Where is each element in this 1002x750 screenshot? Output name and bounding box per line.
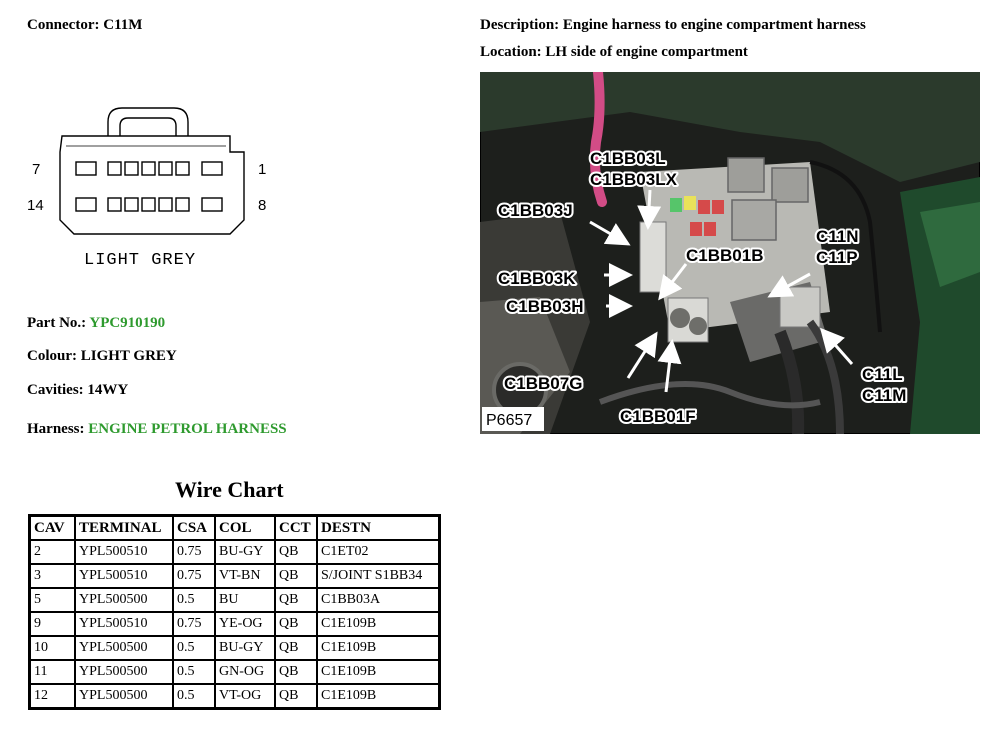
cell-col: VT-BN (215, 564, 275, 588)
table-row (30, 660, 440, 684)
description-line (480, 17, 866, 34)
table-row (30, 588, 440, 612)
cell-cct: QB (275, 684, 317, 709)
cell-cav: 2 (30, 540, 76, 564)
cell-destn: C1E109B (317, 660, 440, 684)
cell-terminal: YPL500510 (75, 564, 173, 588)
cell-destn: S/JOINT S1BB34 (317, 564, 440, 588)
header-destn: DESTN (317, 516, 440, 541)
part-number-label: Part No.: (27, 315, 87, 331)
cell-terminal: YPL500510 (75, 612, 173, 636)
cell-destn: C1E109B (317, 684, 440, 709)
table-row (30, 564, 440, 588)
cell-csa: 0.5 (173, 660, 215, 684)
description-value: Engine harness to engine compartment harness (562, 17, 866, 33)
cell-col: GN-OG (215, 660, 275, 684)
cell-cct: QB (275, 564, 317, 588)
location-line (480, 44, 748, 61)
callout-c1bb07g: C1BB07G (504, 374, 583, 393)
table-row (30, 636, 440, 660)
cell-csa: 0.75 (173, 612, 215, 636)
cell-destn: C1BB03A (317, 588, 440, 612)
wire-chart-table (28, 514, 441, 710)
cell-csa: 0.75 (173, 540, 215, 564)
connector-label: Connector: (27, 17, 100, 33)
callout-c1bb03lx: C1BB03LX (590, 170, 677, 189)
table-row (30, 612, 440, 636)
pin-number-14: 14 (27, 197, 44, 214)
header-terminal: TERMINAL (75, 516, 173, 541)
callout-c1bb03l: C1BB03L (590, 149, 666, 168)
cell-csa: 0.5 (173, 588, 215, 612)
table-row (30, 684, 440, 709)
pin-number-7: 7 (32, 161, 41, 178)
cell-cav: 11 (30, 660, 76, 684)
harness-value: ENGINE PETROL HARNESS (88, 421, 287, 437)
cell-cav: 5 (30, 588, 76, 612)
pin-number-8: 8 (258, 197, 267, 214)
cell-destn: C1E109B (317, 636, 440, 660)
connector-value: C11M (103, 17, 143, 33)
callout-c1bb03h: C1BB03H (506, 297, 584, 316)
photo-reference: P6657 (486, 412, 533, 429)
cell-terminal: YPL500500 (75, 588, 173, 612)
header-cav: CAV (30, 516, 76, 541)
callout-c11n: C11N (816, 227, 859, 246)
cell-col: BU-GY (215, 636, 275, 660)
cell-cav: 10 (30, 636, 76, 660)
cell-destn: C1E109B (317, 612, 440, 636)
connector-colour-caption: LIGHT GREY (84, 251, 197, 270)
cell-cct: QB (275, 660, 317, 684)
wire-chart-title: Wire Chart (175, 477, 284, 502)
callout-c11l: C11L (862, 365, 903, 384)
callout-c11p: C11P (816, 248, 858, 267)
cell-terminal: YPL500500 (75, 636, 173, 660)
harness-label: Harness: (27, 421, 85, 437)
callout-c11m: C11M (862, 386, 907, 405)
header-col: COL (215, 516, 275, 541)
location-photo (480, 72, 980, 434)
part-number-value: YPC910190 (89, 315, 166, 331)
callout-c1bb03j: C1BB03J (498, 201, 573, 220)
cell-cav: 3 (30, 564, 76, 588)
wire-chart-header-row (30, 516, 440, 541)
cell-cct: QB (275, 636, 317, 660)
cavities-line (27, 382, 128, 399)
cell-cav: 12 (30, 684, 76, 709)
cavity-row-bottom (76, 198, 222, 211)
location-value: LH side of engine compartment (545, 44, 748, 60)
colour-line (27, 348, 177, 365)
cell-col: VT-OG (215, 684, 275, 709)
cell-csa: 0.5 (173, 684, 215, 709)
harness-line (27, 421, 287, 438)
cell-cav: 9 (30, 612, 76, 636)
header-cct: CCT (275, 516, 317, 541)
cell-cct: QB (275, 588, 317, 612)
location-label: Location: (480, 44, 542, 60)
cell-col: BU (215, 588, 275, 612)
connector-face-diagram (22, 100, 282, 270)
cell-csa: 0.75 (173, 564, 215, 588)
cell-terminal: YPL500500 (75, 684, 173, 709)
cavity-row-top (76, 162, 222, 175)
header-csa: CSA (173, 516, 215, 541)
connector-heading (27, 17, 142, 34)
description-label: Description: (480, 17, 560, 33)
cell-col: BU-GY (215, 540, 275, 564)
cell-destn: C1ET02 (317, 540, 440, 564)
callout-c1bb01b: C1BB01B (686, 246, 764, 265)
cell-cct: QB (275, 612, 317, 636)
cell-col: YE-OG (215, 612, 275, 636)
colour-label: Colour: (27, 348, 77, 364)
colour-value: LIGHT GREY (80, 348, 177, 364)
pin-number-1: 1 (258, 161, 267, 178)
cell-terminal: YPL500510 (75, 540, 173, 564)
table-row (30, 540, 440, 564)
cavities-value: 14WY (87, 382, 129, 398)
cell-terminal: YPL500500 (75, 660, 173, 684)
cavities-label: Cavities: (27, 382, 84, 398)
cell-csa: 0.5 (173, 636, 215, 660)
cell-cct: QB (275, 540, 317, 564)
part-number-line (27, 315, 165, 332)
callout-c1bb01f: C1BB01F (620, 407, 696, 426)
callout-c1bb03k: C1BB03K (498, 269, 576, 288)
